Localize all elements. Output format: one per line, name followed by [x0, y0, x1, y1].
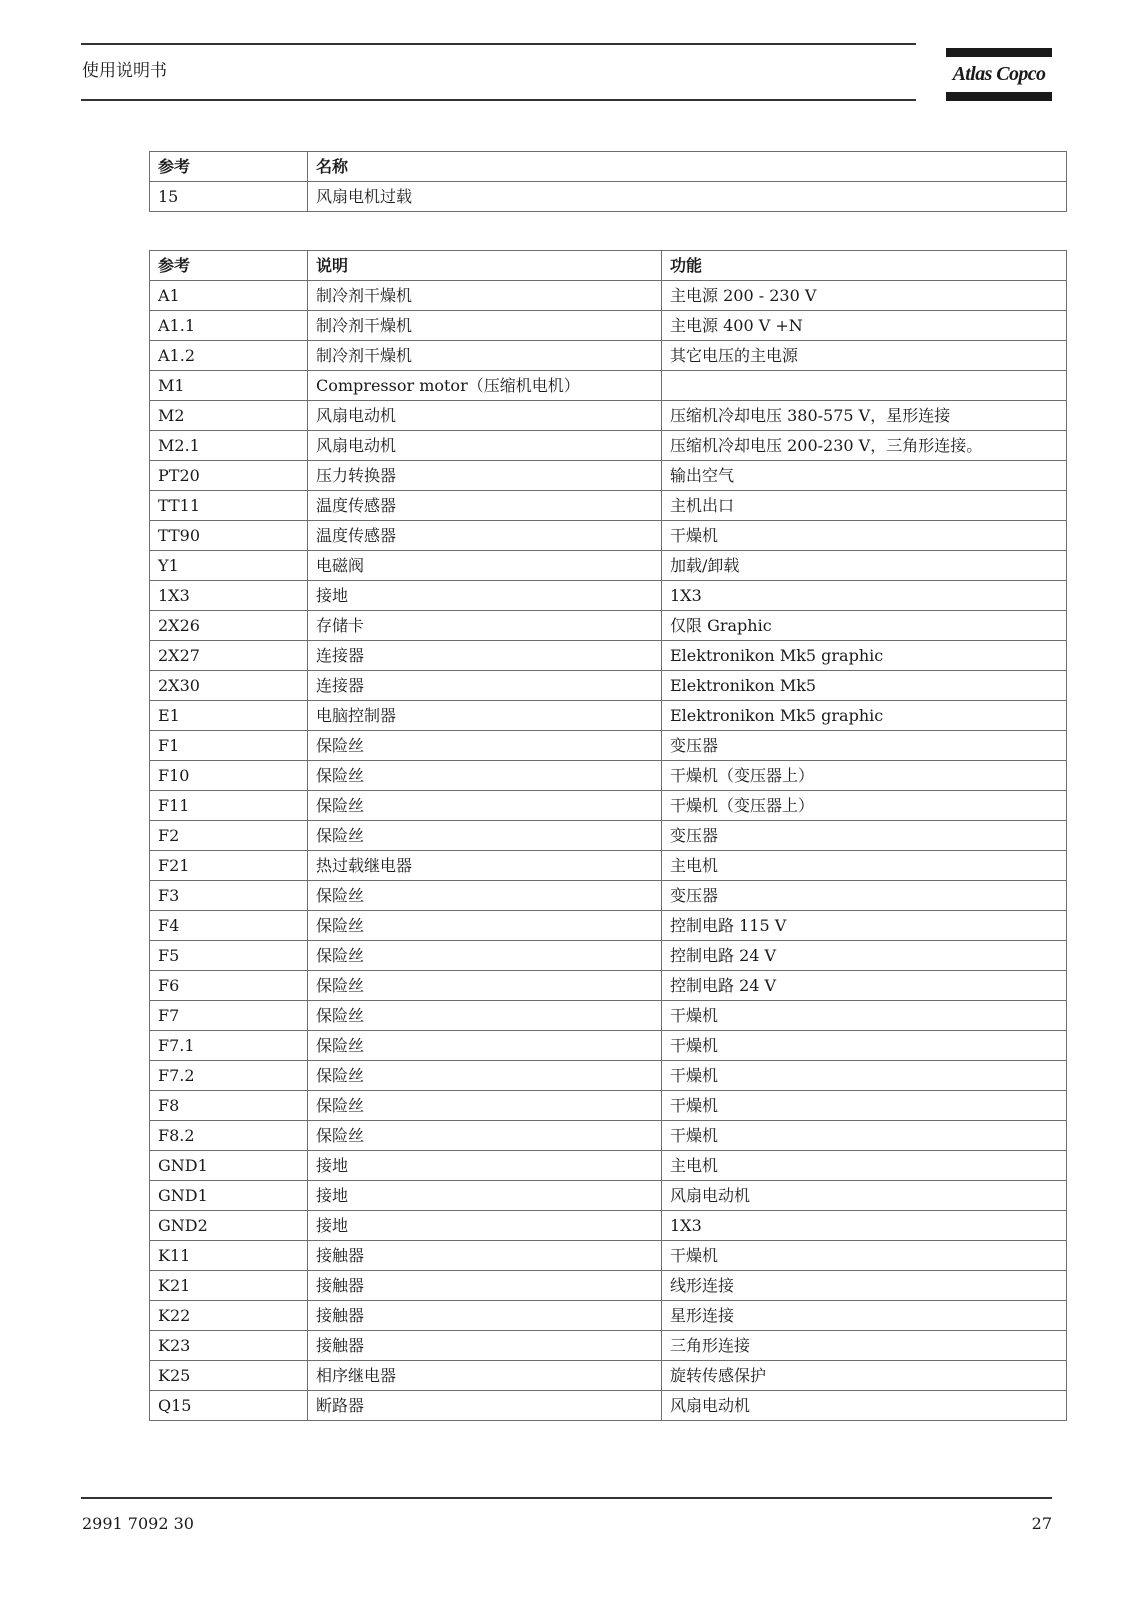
table-cell: 存储卡: [308, 611, 662, 641]
table-cell: TT90: [150, 521, 308, 551]
table-header-cell: 功能: [662, 251, 1067, 281]
table-cell: Q15: [150, 1391, 308, 1421]
table-row: [150, 182, 1067, 212]
table-cell: 保险丝: [308, 791, 662, 821]
table-cell: M2.1: [150, 431, 308, 461]
table-cell: 接触器: [308, 1301, 662, 1331]
table-cell: 干燥机: [662, 1091, 1067, 1121]
table-cell: 主电机: [662, 1151, 1067, 1181]
table-row: [150, 1121, 1067, 1151]
table-cell: 主电机: [662, 851, 1067, 881]
table-cell: 变压器: [662, 821, 1067, 851]
table-row: [150, 281, 1067, 311]
table-row: [150, 551, 1067, 581]
table-cell: 压缩机冷却电压 200-230 V，三角形连接。: [662, 431, 1067, 461]
page-number: 27: [1031, 1514, 1052, 1533]
table-cell: 接地: [308, 581, 662, 611]
table-cell: A1.1: [150, 311, 308, 341]
table-cell: 制冷剂干燥机: [308, 281, 662, 311]
table-cell: 1X3: [662, 581, 1067, 611]
table-cell: 干燥机（变压器上）: [662, 761, 1067, 791]
table-cell: F7.2: [150, 1061, 308, 1091]
table-cell: [662, 371, 1067, 401]
table-row: [150, 581, 1067, 611]
table-cell: 变压器: [662, 731, 1067, 761]
table-row: [150, 1331, 1067, 1361]
table-cell: 主电源 400 V +N: [662, 311, 1067, 341]
logo-bar-top: [946, 48, 1052, 57]
table-cell: 干燥机: [662, 1001, 1067, 1031]
table-cell: 加载/卸载: [662, 551, 1067, 581]
table-cell: F6: [150, 971, 308, 1001]
table-cell: 电脑控制器: [308, 701, 662, 731]
table-header-cell: 参考: [150, 251, 308, 281]
table-cell: 温度传感器: [308, 491, 662, 521]
table-cell: 干燥机（变压器上）: [662, 791, 1067, 821]
table-cell: 2X30: [150, 671, 308, 701]
table-cell: 输出空气: [662, 461, 1067, 491]
table-cell: 主机出口: [662, 491, 1067, 521]
table-row: [150, 791, 1067, 821]
table-row: [150, 761, 1067, 791]
table-cell: 保险丝: [308, 941, 662, 971]
table-cell: Y1: [150, 551, 308, 581]
table-header-cell: 参考: [150, 152, 308, 182]
table-cell: 1X3: [662, 1211, 1067, 1241]
table-cell: K25: [150, 1361, 308, 1391]
table-cell: 压力转换器: [308, 461, 662, 491]
table-cell: F7: [150, 1001, 308, 1031]
footer-rule: [81, 1497, 1052, 1499]
table-cell: K22: [150, 1301, 308, 1331]
table-cell: 控制电路 115 V: [662, 911, 1067, 941]
table-cell: Elektronikon Mk5: [662, 671, 1067, 701]
table-row: [150, 971, 1067, 1001]
table-header-row: [150, 152, 1067, 182]
table-row: [150, 1211, 1067, 1241]
table-cell: 星形连接: [662, 1301, 1067, 1331]
table-row: [150, 881, 1067, 911]
table-cell: 干燥机: [662, 1031, 1067, 1061]
table-row: [150, 1001, 1067, 1031]
table-row: [150, 1361, 1067, 1391]
table-cell: 制冷剂干燥机: [308, 341, 662, 371]
table-cell: F8: [150, 1091, 308, 1121]
table-row: [150, 311, 1067, 341]
table-row: [150, 941, 1067, 971]
table-cell: 保险丝: [308, 1061, 662, 1091]
table-cell: 接触器: [308, 1241, 662, 1271]
table-cell: F10: [150, 761, 308, 791]
table-cell: 风扇电动机: [308, 431, 662, 461]
table-cell: 控制电路 24 V: [662, 971, 1067, 1001]
table-cell: 风扇电机过载: [308, 182, 1067, 212]
table-cell: 风扇电动机: [662, 1391, 1067, 1421]
table-cell: 保险丝: [308, 911, 662, 941]
table-header-cell: 说明: [308, 251, 662, 281]
table-cell: F1: [150, 731, 308, 761]
logo-bar-bottom: [946, 92, 1052, 101]
table-cell: F7.1: [150, 1031, 308, 1061]
table-cell: F21: [150, 851, 308, 881]
table-row: [150, 641, 1067, 671]
logo-wordmark: Atlas Copco: [952, 63, 1046, 85]
table-cell: Compressor motor（压缩机电机）: [308, 371, 662, 401]
table-cell: 温度传感器: [308, 521, 662, 551]
table-row: [150, 1151, 1067, 1181]
table-row: [150, 401, 1067, 431]
table-cell: 仅限 Graphic: [662, 611, 1067, 641]
table-cell: 连接器: [308, 641, 662, 671]
table-cell: 干燥机: [662, 1241, 1067, 1271]
table-cell: 线形连接: [662, 1271, 1067, 1301]
header-rule-top: [81, 43, 916, 45]
table-cell: 干燥机: [662, 1121, 1067, 1151]
table-row: [150, 611, 1067, 641]
table-row: [150, 521, 1067, 551]
table-cell: K23: [150, 1331, 308, 1361]
table-cell: 保险丝: [308, 1031, 662, 1061]
table-row: [150, 1391, 1067, 1421]
table-row: [150, 1091, 1067, 1121]
table-cell: 制冷剂干燥机: [308, 311, 662, 341]
table-cell: F3: [150, 881, 308, 911]
table-cell: A1: [150, 281, 308, 311]
table-cell: 2X27: [150, 641, 308, 671]
table-cell: K21: [150, 1271, 308, 1301]
table-cell: 15: [150, 182, 308, 212]
table-cell: 主电源 200 - 230 V: [662, 281, 1067, 311]
table-cell: 保险丝: [308, 1091, 662, 1121]
table-row: [150, 821, 1067, 851]
table-cell: 接地: [308, 1181, 662, 1211]
table-row: [150, 851, 1067, 881]
table-row: [150, 1271, 1067, 1301]
table-cell: 旋转传感保护: [662, 1361, 1067, 1391]
table-cell: 热过载继电器: [308, 851, 662, 881]
table-row: [150, 341, 1067, 371]
table-cell: 保险丝: [308, 971, 662, 1001]
table-row: [150, 1241, 1067, 1271]
table-cell: 电磁阀: [308, 551, 662, 581]
page-header-title: 使用说明书: [82, 61, 167, 81]
table-cell: 1X3: [150, 581, 308, 611]
table-cell: A1.2: [150, 341, 308, 371]
table-cell: E1: [150, 701, 308, 731]
table-cell: 干燥机: [662, 521, 1067, 551]
table-cell: 接触器: [308, 1271, 662, 1301]
table-row: [150, 1301, 1067, 1331]
table-row: [150, 431, 1067, 461]
table-cell: F2: [150, 821, 308, 851]
table-cell: 保险丝: [308, 821, 662, 851]
table-cell: M1: [150, 371, 308, 401]
table-cell: 变压器: [662, 881, 1067, 911]
table-row: [150, 371, 1067, 401]
table-cell: 接地: [308, 1211, 662, 1241]
table-cell: 压缩机冷却电压 380-575 V，星形连接: [662, 401, 1067, 431]
components-table: [149, 250, 1067, 1421]
table-cell: GND1: [150, 1151, 308, 1181]
table-cell: 风扇电动机: [662, 1181, 1067, 1211]
table-cell: PT20: [150, 461, 308, 491]
document-number: 2991 7092 30: [82, 1514, 194, 1533]
table-cell: 其它电压的主电源: [662, 341, 1067, 371]
table-cell: 风扇电动机: [308, 401, 662, 431]
table-row: [150, 1031, 1067, 1061]
table-cell: Elektronikon Mk5 graphic: [662, 701, 1067, 731]
table-cell: K11: [150, 1241, 308, 1271]
table-row: [150, 1181, 1067, 1211]
table-cell: 干燥机: [662, 1061, 1067, 1091]
header-rule-bottom: [81, 99, 916, 101]
table-cell: 相序继电器: [308, 1361, 662, 1391]
table-cell: F5: [150, 941, 308, 971]
overload-table: [149, 151, 1067, 212]
table-header-cell: 名称: [308, 152, 1067, 182]
table-cell: 连接器: [308, 671, 662, 701]
table-cell: 接触器: [308, 1331, 662, 1361]
table-row: [150, 491, 1067, 521]
atlas-copco-logo: [946, 48, 1052, 101]
table-header-row: [150, 251, 1067, 281]
table-cell: F8.2: [150, 1121, 308, 1151]
table-cell: Elektronikon Mk5 graphic: [662, 641, 1067, 671]
table-cell: 保险丝: [308, 881, 662, 911]
table-cell: 断路器: [308, 1391, 662, 1421]
table-row: [150, 911, 1067, 941]
table-cell: 三角形连接: [662, 1331, 1067, 1361]
table-cell: 保险丝: [308, 1001, 662, 1031]
table-cell: GND2: [150, 1211, 308, 1241]
table-cell: 2X26: [150, 611, 308, 641]
table-cell: M2: [150, 401, 308, 431]
table-row: [150, 701, 1067, 731]
table-cell: 接地: [308, 1151, 662, 1181]
table-row: [150, 671, 1067, 701]
table-cell: TT11: [150, 491, 308, 521]
table-row: [150, 1061, 1067, 1091]
table-cell: 保险丝: [308, 761, 662, 791]
table-cell: GND1: [150, 1181, 308, 1211]
table-cell: F11: [150, 791, 308, 821]
table-row: [150, 731, 1067, 761]
table-cell: 控制电路 24 V: [662, 941, 1067, 971]
table-cell: F4: [150, 911, 308, 941]
table-cell: 保险丝: [308, 731, 662, 761]
table-row: [150, 461, 1067, 491]
table-cell: 保险丝: [308, 1121, 662, 1151]
